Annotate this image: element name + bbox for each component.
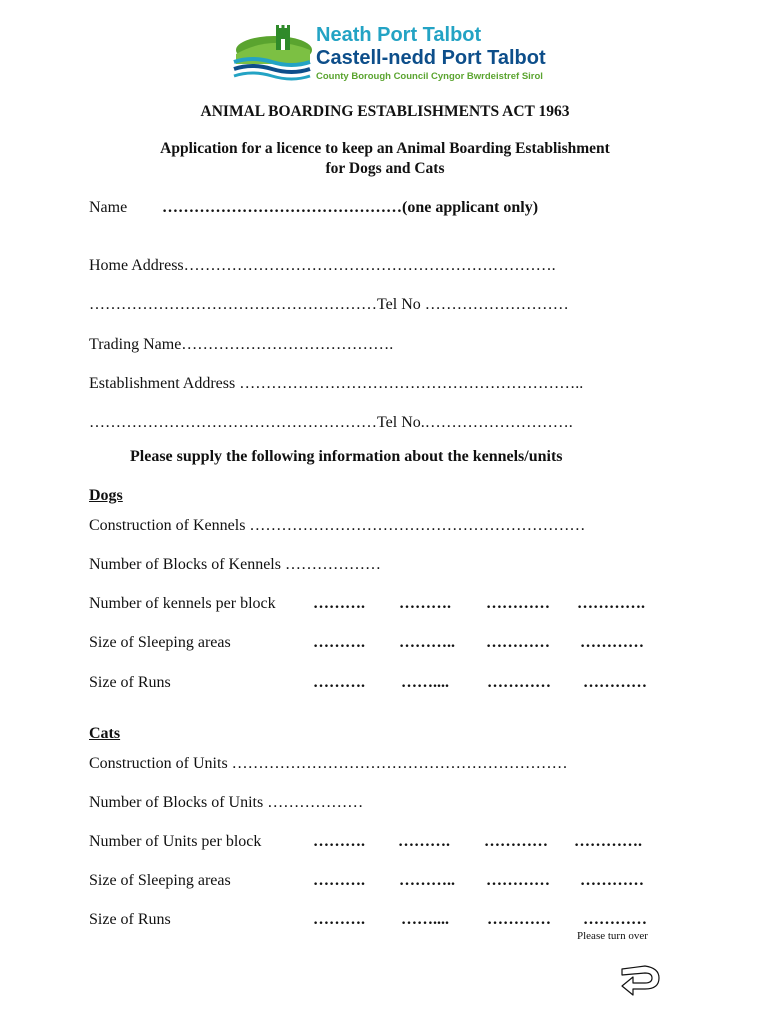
home-address-field[interactable]: Home Address……………………………………………………………. xyxy=(89,257,556,274)
form-subtitle-line1: Application for a licence to keep an Animal Boarding Establishment xyxy=(160,140,610,157)
dogs-sleeping-col4[interactable]: ………… xyxy=(580,634,644,651)
trading-name-field[interactable]: Trading Name…………………………………. xyxy=(89,336,394,353)
dogs-construction-field[interactable]: Construction of Kennels ……………………………………………………… xyxy=(89,517,586,534)
dogs-heading: Dogs xyxy=(89,487,123,504)
dogs-sleeping-col1[interactable]: ………. xyxy=(313,634,365,651)
dogs-sleeping-col3[interactable]: ………… xyxy=(486,634,550,651)
cats-sleeping-col3[interactable]: ………… xyxy=(486,872,550,889)
cats-per-block-col4[interactable]: …………. xyxy=(574,833,642,850)
cats-heading: Cats xyxy=(89,725,121,742)
dogs-runs-label: Size of Runs xyxy=(89,674,171,691)
cats-runs-col4[interactable]: ………… xyxy=(583,911,647,928)
council-logo xyxy=(232,24,562,86)
cats-runs-label: Size of Runs xyxy=(89,911,171,928)
cats-sleeping-label: Size of Sleeping areas xyxy=(89,872,231,889)
logo-name-english: Neath Port Talbot xyxy=(316,24,482,46)
dogs-per-block-label: Number of kennels per block xyxy=(89,595,276,612)
cats-blocks-field[interactable]: Number of Blocks of Units ……………… xyxy=(89,794,364,811)
dogs-per-block-col3[interactable]: ………… xyxy=(486,595,550,612)
cats-per-block-col2[interactable]: ………. xyxy=(398,833,450,850)
cats-runs-col2[interactable]: …….... xyxy=(401,911,449,928)
cats-runs-col3[interactable]: ………… xyxy=(487,911,551,928)
dogs-per-block-col4[interactable]: …………. xyxy=(577,595,645,612)
establishment-address-field[interactable]: Establishment Address ……………………………………………………….. xyxy=(89,375,584,392)
logo-council-line: County Borough Council Cyngor Bwrdeistref Sirol xyxy=(316,71,543,82)
castle-landscape-icon xyxy=(232,24,312,86)
cats-per-block-label: Number of Units per block xyxy=(89,833,262,850)
cats-per-block-col1[interactable]: ………. xyxy=(313,833,365,850)
cats-construction-field[interactable]: Construction of Units ……………………………………………………… xyxy=(89,755,568,772)
cats-sleeping-col4[interactable]: ………… xyxy=(580,872,644,889)
logo-name-welsh: Castell-nedd Port Talbot xyxy=(316,47,546,69)
dogs-sleeping-col2[interactable]: ……….. xyxy=(399,634,455,651)
name-label: Name xyxy=(89,199,128,216)
cats-runs-col1[interactable]: ………. xyxy=(313,911,365,928)
dogs-runs-col4[interactable]: ………… xyxy=(583,674,647,691)
dogs-per-block-col1[interactable]: ………. xyxy=(313,595,365,612)
cats-per-block-col3[interactable]: ………… xyxy=(484,833,548,850)
cats-sleeping-col2[interactable]: ……….. xyxy=(399,872,455,889)
kennels-instruction: Please supply the following information about the kennels/units xyxy=(130,448,563,465)
home-address-tel-field[interactable]: ………………………………………………Tel No ……………………… xyxy=(89,296,569,313)
cats-sleeping-col1[interactable]: ………. xyxy=(313,872,365,889)
turn-over-note: Please turn over xyxy=(577,930,648,942)
dogs-runs-col2[interactable]: …….... xyxy=(401,674,449,691)
form-title: ANIMAL BOARDING ESTABLISHMENTS ACT 1963 xyxy=(200,103,570,120)
dogs-blocks-field[interactable]: Number of Blocks of Kennels ……………… xyxy=(89,556,381,573)
dogs-runs-col3[interactable]: ………… xyxy=(487,674,551,691)
dogs-runs-col1[interactable]: ………. xyxy=(313,674,365,691)
form-subtitle-line2: for Dogs and Cats xyxy=(325,160,445,177)
dogs-per-block-col2[interactable]: ………. xyxy=(399,595,451,612)
name-field[interactable]: ………………………………………(one applicant only) xyxy=(162,199,539,216)
establishment-tel-field[interactable]: ………………………………………………Tel No.………………………. xyxy=(89,414,573,431)
dogs-sleeping-label: Size of Sleeping areas xyxy=(89,634,231,651)
turn-over-arrow-icon xyxy=(619,962,663,998)
